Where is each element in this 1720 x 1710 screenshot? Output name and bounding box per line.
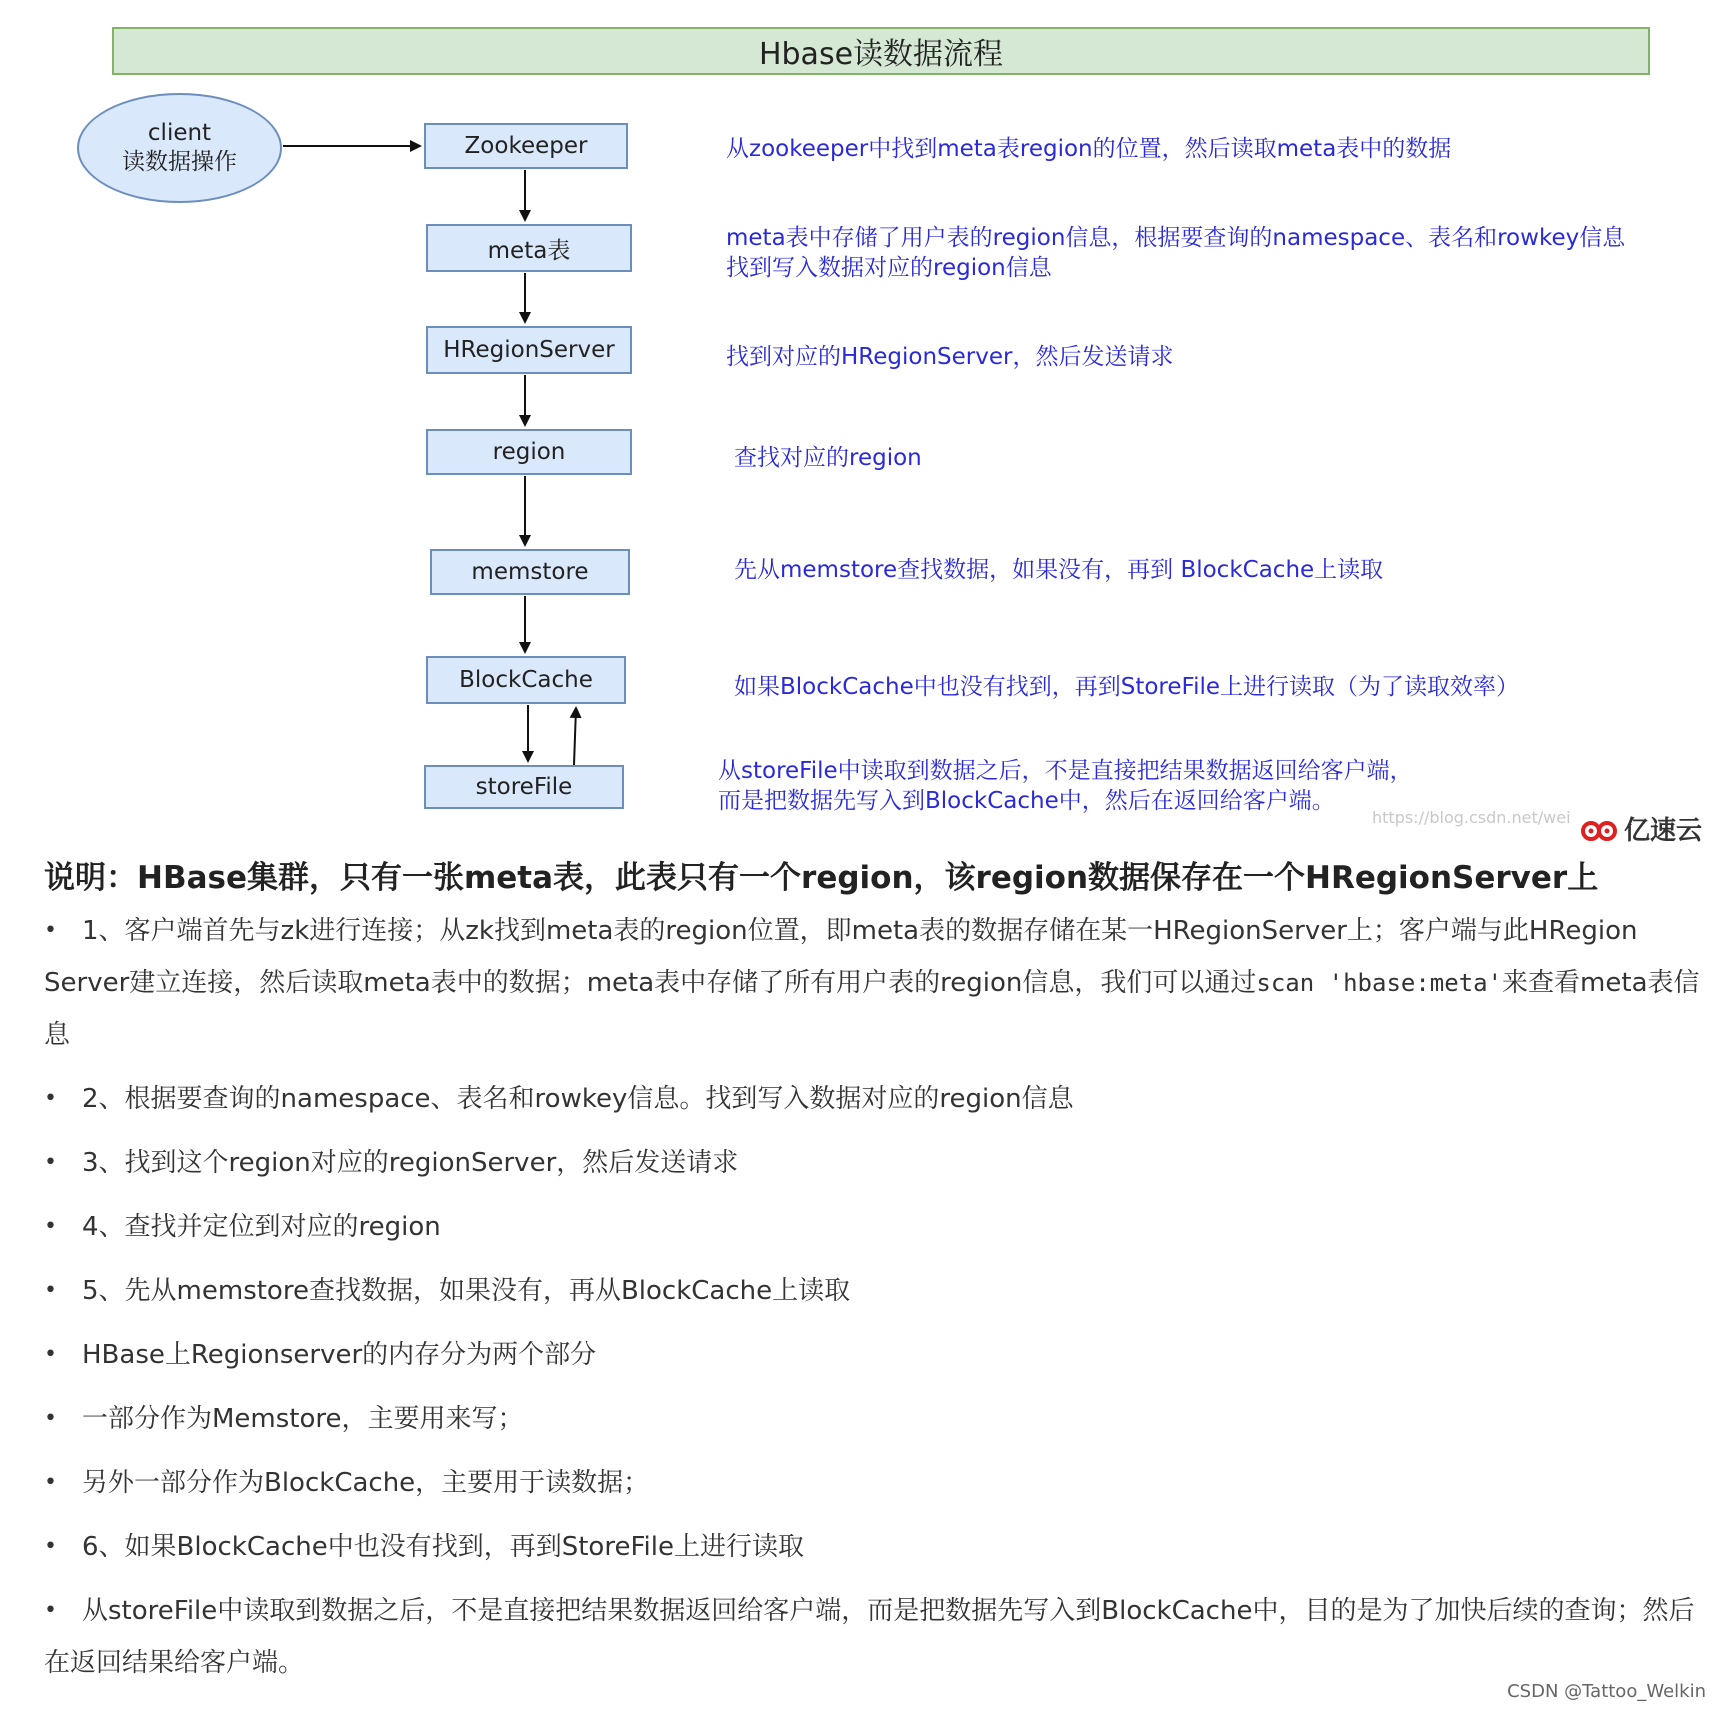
list-item: • 1、客户端首先与zk进行连接；从zk找到meta表的region位置，即meta表的数据存储在某一HRegionServer上；客户端与此HRegion Server建立连接，然后读取meta表中的数据；meta表中存储了所有用户表的region信息，我们可以通过scan 'hbase:meta'来查看meta表信息 [44, 905, 1700, 1061]
watermark-url: https://blog.csdn.net/wei [1372, 808, 1571, 827]
bullet-icon: • [44, 918, 57, 943]
list-item: • 从storeFile中读取到数据之后，不是直接把结果数据返回给客户端，而是把数据先写入到BlockCache中，目的是为了加快后续的查询；然后在返回结果给客户端。 [44, 1585, 1700, 1689]
cloud-logo-icon [1580, 815, 1620, 843]
desc-storefile-line1: 从storeFile中读取到数据之后，不是直接把结果数据返回给客户端， [718, 758, 1413, 784]
bullet-icon: • [44, 1086, 57, 1111]
desc-blockcache: 如果BlockCache中也没有找到，再到StoreFile上进行读取（为了读取效率） [734, 674, 1520, 700]
desc-storefile-line2: 而是把数据先写入到BlockCache中，然后在返回给客户端。 [718, 788, 1335, 814]
node-zookeeper: Zookeeper [424, 123, 628, 169]
desc-meta-line1: meta表中存储了用户表的region信息，根据要查询的namespace、表名和rowkey信息 [726, 225, 1626, 251]
client-label: client [147, 120, 212, 146]
bullet-icon: • [44, 1534, 57, 1559]
desc-meta-line2: 找到写入数据对应的region信息 [726, 255, 1052, 281]
bullet-icon: • [44, 1278, 57, 1303]
bullet-icon: • [44, 1598, 57, 1623]
desc-region: 查找对应的region [734, 445, 922, 471]
desc-zookeeper: 从zookeeper中找到meta表region的位置，然后读取meta表中的数据 [726, 136, 1452, 162]
node-memstore: memstore [430, 549, 630, 595]
desc-hregionserver: 找到对应的HRegionServer，然后发送请求 [726, 344, 1174, 370]
list-item: • 5、先从memstore查找数据，如果没有，再从BlockCache上读取 [44, 1265, 1700, 1317]
client-sublabel: 读数据操作 [122, 149, 237, 175]
logo-text: 亿速云 [1624, 816, 1703, 846]
bullet-icon: • [44, 1214, 57, 1239]
list-item: • 一部分作为Memstore，主要用来写； [44, 1393, 1700, 1445]
logo [1580, 810, 1702, 847]
list-item: • 2、根据要查询的namespace、表名和rowkey信息。找到写入数据对应的region信息 [44, 1073, 1700, 1125]
steps-list [44, 905, 1700, 1701]
node-storefile: storeFile [424, 765, 624, 809]
explanation-heading: 说明：HBase集群，只有一张meta表，此表只有一个region，该region数据保存在一个HRegionServer上 [44, 860, 1599, 896]
diagram-title: Hbase读数据流程 [112, 27, 1650, 75]
bullet-icon: • [44, 1150, 57, 1175]
bullet-icon: • [44, 1470, 57, 1495]
list-item: • 6、如果BlockCache中也没有找到，再到StoreFile上进行读取 [44, 1521, 1700, 1573]
list-item: • 4、查找并定位到对应的region [44, 1201, 1700, 1253]
footer-credit: CSDN @Tattoo_Welkin [1507, 1681, 1706, 1702]
code-snippet: scan 'hbase:meta' [1256, 969, 1503, 997]
bullet-icon: • [44, 1342, 57, 1367]
node-hregionserver: HRegionServer [426, 326, 632, 374]
bullet-icon: • [44, 1406, 57, 1431]
desc-memstore: 先从memstore查找数据，如果没有，再到 BlockCache上读取 [734, 557, 1384, 583]
list-item: • 另外一部分作为BlockCache，主要用于读数据； [44, 1457, 1700, 1509]
arrow-storefile-blockcache [574, 708, 576, 765]
list-item: • 3、找到这个region对应的regionServer，然后发送请求 [44, 1137, 1700, 1189]
node-meta: meta表 [426, 224, 632, 272]
list-item: • HBase上Regionserver的内存分为两个部分 [44, 1329, 1700, 1381]
node-region: region [426, 429, 632, 475]
node-blockcache: BlockCache [426, 656, 626, 704]
